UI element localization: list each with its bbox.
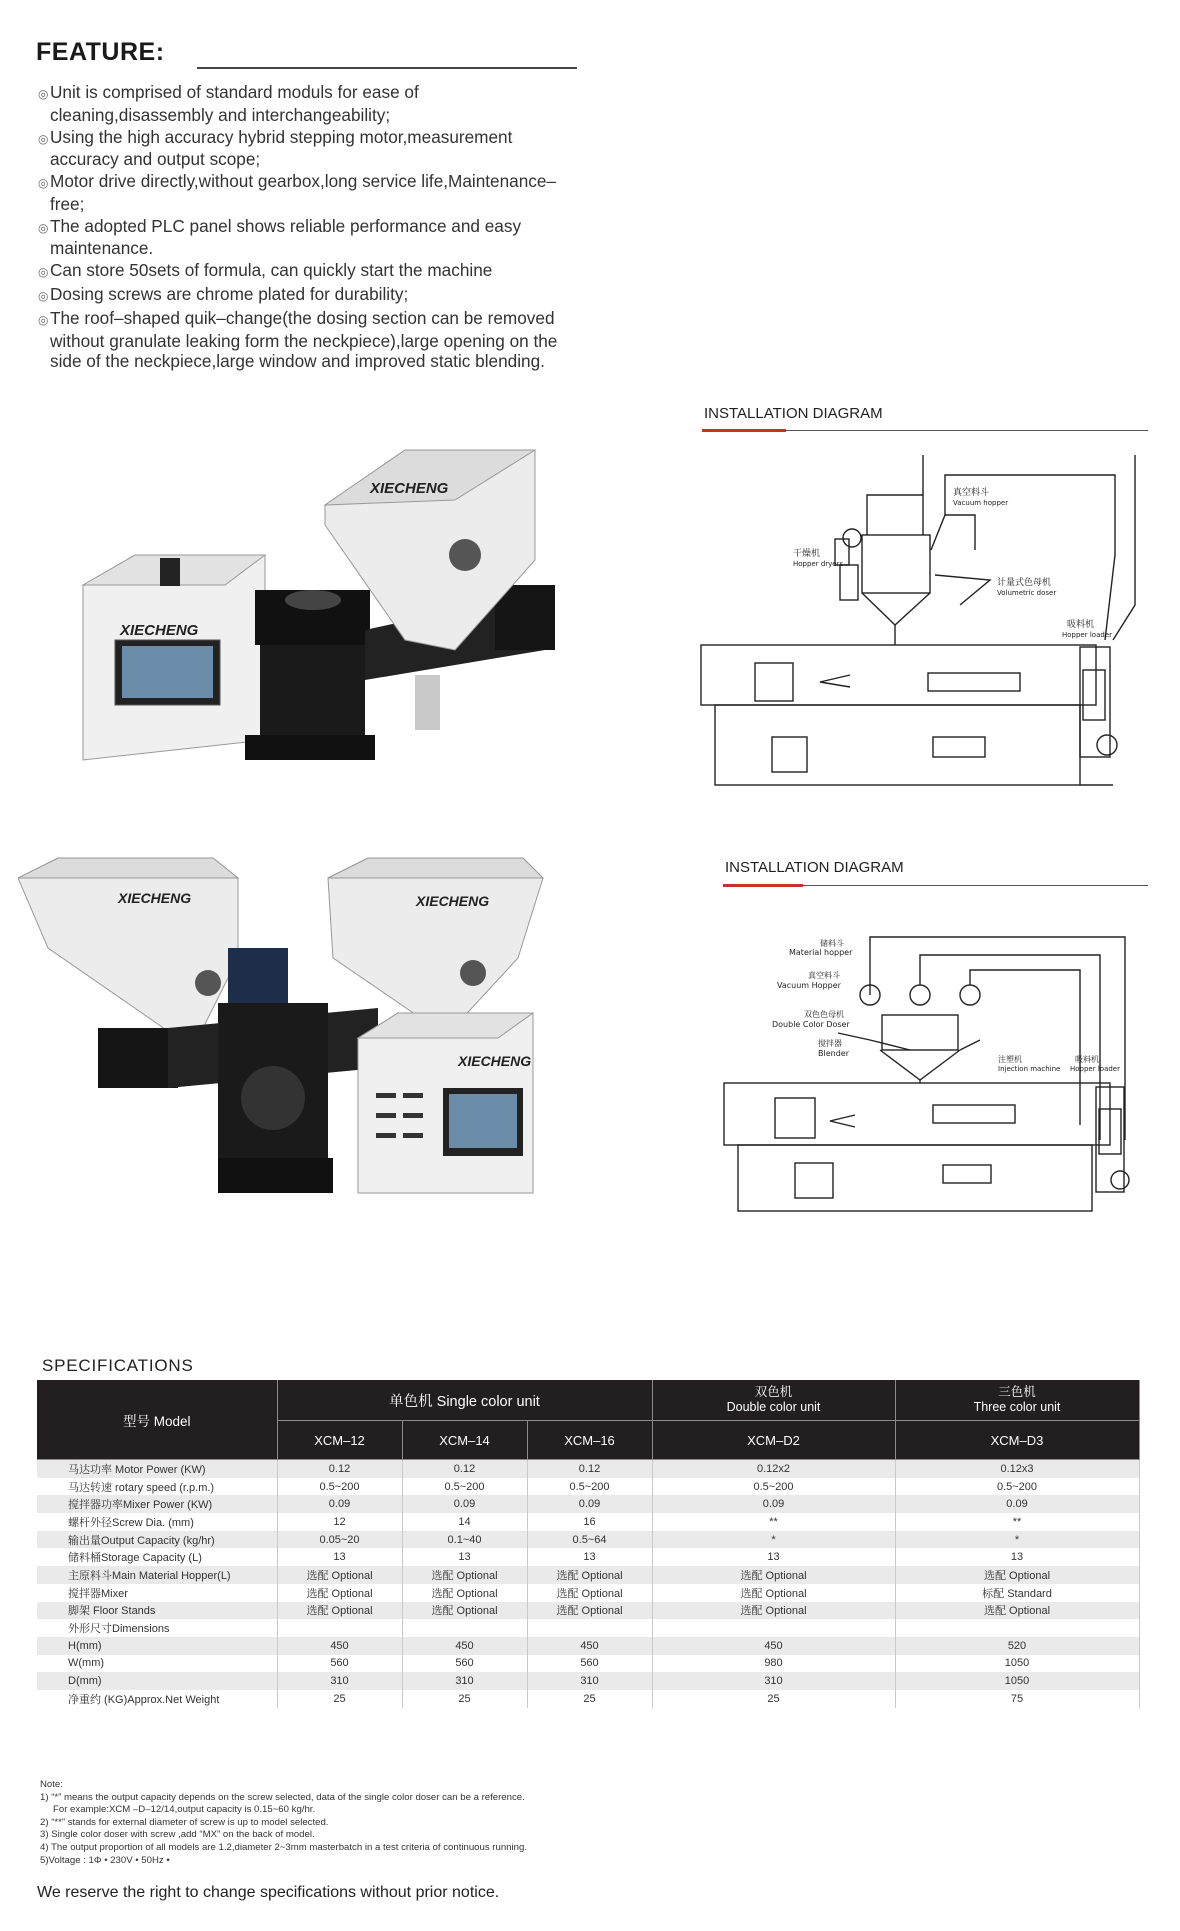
table-row: [37, 1566, 1139, 1584]
label-injection-machine-en: Injection machine: [998, 1065, 1061, 1073]
table-cell: 选配 Optional: [527, 1566, 652, 1584]
table-cell: 310: [277, 1672, 402, 1690]
row-label: 外形尺寸Dimensions: [37, 1619, 277, 1637]
label-double-color-doser-en: Double Color Doser: [772, 1020, 850, 1029]
feature-item: ◎ Motor drive directly,without gearbox,long service life,Maintenance–free;: [38, 171, 558, 214]
brand-logo-hopper: XIECHENG: [370, 480, 449, 497]
table-cell: 0.09: [402, 1495, 527, 1513]
table-row: [37, 1690, 1139, 1708]
label-hopper-loader2-en: Hopper loader: [1070, 1065, 1120, 1073]
table-row: [37, 1602, 1139, 1620]
table-row: [37, 1531, 1139, 1549]
table-cell: **: [652, 1513, 895, 1531]
diagram-1-accent: [702, 429, 786, 432]
row-label: 净重约 (KG)Approx.Net Weight: [37, 1690, 277, 1708]
table-cell: 选配 Optional: [277, 1566, 402, 1584]
table-row: [37, 1619, 1139, 1637]
table-cell: 450: [527, 1637, 652, 1655]
table-cell: 0.09: [277, 1495, 402, 1513]
label-double-color-doser-cn: 双色色母机: [804, 1010, 844, 1019]
brand-logo-left-hopper: XIECHENG: [118, 890, 192, 906]
table-cell: 选配 Optional: [527, 1584, 652, 1602]
table-cell: 310: [402, 1672, 527, 1690]
brand-logo-box-2: XIECHENG: [458, 1053, 532, 1069]
installation-diagram-1: [695, 455, 1155, 795]
row-label: 搅拌器功率Mixer Power (KW): [37, 1495, 277, 1513]
table-cell: 25: [527, 1690, 652, 1708]
diagram-2-accent: [723, 884, 803, 887]
table-cell: 0.12x3: [895, 1460, 1139, 1478]
table-cell: 选配 Optional: [652, 1584, 895, 1602]
table-cell: 0.09: [527, 1495, 652, 1513]
table-cell: 0.5~200: [402, 1478, 527, 1496]
table-cell: 0.12: [277, 1460, 402, 1478]
table-row: [37, 1513, 1139, 1531]
header-double-color-unit: [652, 1380, 895, 1421]
feature-title: FEATURE:: [36, 38, 165, 66]
table-cell: 1050: [895, 1655, 1139, 1673]
double-color-doser-photo: [18, 848, 678, 1210]
table-cell: 选配 Optional: [527, 1602, 652, 1620]
table-row: [37, 1548, 1139, 1566]
model-xcm-16: XCM–16: [527, 1421, 652, 1460]
table-cell: 选配 Optional: [402, 1566, 527, 1584]
model-xcm-d2: XCM–D2: [652, 1421, 895, 1460]
table-cell: 0.5~64: [527, 1531, 652, 1549]
label-hopper-dryers-en: Hopper dryers: [793, 560, 844, 568]
row-label: 主原料斗Main Material Hopper(L): [37, 1566, 277, 1584]
table-row: [37, 1478, 1139, 1496]
table-cell: 13: [402, 1548, 527, 1566]
table-cell: 25: [277, 1690, 402, 1708]
control-box-image-2: [358, 1013, 533, 1193]
table-cell: 560: [527, 1655, 652, 1673]
table-cell: 0.5~200: [895, 1478, 1139, 1496]
table-cell: 16: [527, 1513, 652, 1531]
brand-logo-right-hopper: XIECHENG: [416, 893, 490, 909]
left-hopper-image: [18, 858, 238, 1038]
table-cell: 0.05~20: [277, 1531, 402, 1549]
feature-item: ◎ Can store 50sets of formula, can quickly start the machine: [38, 260, 558, 283]
table-cell: 1050: [895, 1672, 1139, 1690]
table-cell: 14: [402, 1513, 527, 1531]
feature-item: ◎ Unit is comprised of standard moduls for ease of cleaning,disassembly and interchangeability;: [38, 82, 558, 125]
table-cell: 450: [402, 1637, 527, 1655]
specifications-title: SPECIFICATIONS: [42, 1356, 194, 1375]
table-cell: *: [652, 1531, 895, 1549]
table-cell: 0.12: [527, 1460, 652, 1478]
table-cell: 选配 Optional: [652, 1602, 895, 1620]
row-label: 搅拌器Mixer: [37, 1584, 277, 1602]
feature-rule: [197, 67, 577, 69]
table-cell: 75: [895, 1690, 1139, 1708]
feature-item: ◎ Using the high accuracy hybrid stepping motor,measurement accuracy and output scope;: [38, 127, 558, 170]
specifications-body: [37, 1460, 1139, 1708]
table-cell: 选配 Optional: [402, 1602, 527, 1620]
table-cell: 0.5~200: [277, 1478, 402, 1496]
table-cell: 选配 Optional: [277, 1584, 402, 1602]
table-cell: 0.1~40: [402, 1531, 527, 1549]
table-row: [37, 1495, 1139, 1513]
label-material-hopper-cn: 储料斗: [820, 939, 844, 948]
table-row: [37, 1672, 1139, 1690]
table-cell: 13: [652, 1548, 895, 1566]
model-xcm-12: XCM–12: [277, 1421, 402, 1460]
header-single-color-unit: 单色机 Single color unit: [277, 1380, 652, 1421]
table-cell: 12: [277, 1513, 402, 1531]
row-label: W(mm): [37, 1655, 277, 1673]
header-three-color-unit: [895, 1380, 1139, 1421]
feature-item: ◎ Dosing screws are chrome plated for durability;: [38, 284, 558, 307]
row-label: D(mm): [37, 1672, 277, 1690]
installation-diagram-2-title: INSTALLATION DIAGRAM: [725, 859, 904, 876]
label-hopper-dryers-cn: 干燥机: [793, 549, 821, 559]
label-blender-en: Blender: [818, 1049, 849, 1058]
model-xcm-d3: XCM–D3: [895, 1421, 1139, 1460]
feature-list: [38, 82, 558, 373]
table-cell: 520: [895, 1637, 1139, 1655]
label-material-hopper-en: Material hopper: [789, 948, 853, 957]
installation-diagram-2: [720, 925, 1150, 1215]
footer-disclaimer: We reserve the right to change specifications without prior notice.: [37, 1884, 500, 1901]
table-cell: 标配 Standard: [895, 1584, 1139, 1602]
table-cell: 450: [277, 1637, 402, 1655]
row-label: H(mm): [37, 1637, 277, 1655]
label-hopper-loader2-cn: 吸料机: [1075, 1055, 1099, 1064]
row-label: 螺杆外径Screw Dia. (mm): [37, 1513, 277, 1531]
table-cell: 560: [402, 1655, 527, 1673]
table-cell: 980: [652, 1655, 895, 1673]
table-cell: 选配 Optional: [895, 1602, 1139, 1620]
note-line: For example:XCM –D–12/14,output capacity is 0.15~60 kg/hr.: [53, 1804, 316, 1816]
header-triple-en: Three color unit: [973, 1400, 1061, 1414]
header-double-en: Double color unit: [726, 1400, 821, 1414]
label-hopper-loader-cn: 吸料机: [1067, 620, 1095, 630]
label-vacuum-hopper2-en: Vacuum Hopper: [777, 981, 841, 990]
table-cell: 选配 Optional: [277, 1602, 402, 1620]
table-cell: 450: [652, 1637, 895, 1655]
specifications-table: [37, 1380, 1140, 1708]
table-cell: 0.5~200: [527, 1478, 652, 1496]
table-cell: 310: [652, 1672, 895, 1690]
label-volumetric-doser-en: Volumetric doser: [997, 589, 1057, 597]
note-line: 2) “**” stands for external diameter of screw is up to model selected.: [40, 1816, 329, 1828]
row-label: 储料桶Storage Capacity (L): [37, 1548, 277, 1566]
table-cell: 选配 Optional: [895, 1566, 1139, 1584]
row-label: 脚架 Floor Stands: [37, 1602, 277, 1620]
table-cell: 25: [402, 1690, 527, 1708]
table-cell: 选配 Optional: [652, 1566, 895, 1584]
table-row: [37, 1637, 1139, 1655]
table-row: [37, 1655, 1139, 1673]
note-line: 1) “*” means the output capacity depends on the screw selected, data of the single color doser can be a reference.: [40, 1791, 525, 1803]
table-cell: 560: [277, 1655, 402, 1673]
table-row: [37, 1584, 1139, 1602]
table-cell: 0.09: [895, 1495, 1139, 1513]
table-cell: **: [895, 1513, 1139, 1531]
note-line: 5)Voltage : 1Φ • 230V • 50Hz •: [40, 1854, 170, 1866]
table-row: [37, 1460, 1139, 1478]
table-cell: [527, 1619, 652, 1637]
note-line: 4) The output proportion of all models are 1.2,diameter 2~3mm masterbatch in a test criteria of continuous running.: [40, 1841, 527, 1853]
header-triple-cn: 三色机: [998, 1385, 1036, 1399]
installation-diagram-1-title: INSTALLATION DIAGRAM: [704, 405, 883, 422]
label-blender-cn: 搅拌器: [818, 1039, 842, 1048]
table-cell: [277, 1619, 402, 1637]
label-volumetric-doser-cn: 计量式色母机: [997, 578, 1052, 588]
table-cell: 13: [895, 1548, 1139, 1566]
table-cell: 25: [652, 1690, 895, 1708]
table-cell: 0.12: [402, 1460, 527, 1478]
table-cell: 0.5~200: [652, 1478, 895, 1496]
label-hopper-loader-en: Hopper loader: [1062, 631, 1112, 639]
control-box-image: [83, 555, 265, 760]
right-hopper-image: [328, 858, 543, 1023]
table-cell: 13: [277, 1548, 402, 1566]
table-cell: [895, 1619, 1139, 1637]
notes: [40, 1779, 740, 1867]
label-vacuum-hopper2-cn: 真空料斗: [808, 971, 840, 980]
row-label: 输出量Output Capacity (kg/hr): [37, 1531, 277, 1549]
brand-logo-box: XIECHENG: [120, 622, 199, 639]
table-cell: 0.12x2: [652, 1460, 895, 1478]
label-vacuum-hopper-cn: 真空料斗: [953, 488, 990, 498]
feature-item: ◎ The roof–shaped quik–change(the dosing section can be removed without granulate leaking form the neckpiece),large opening on the side of the neckpiece,large window and improved static blending.: [38, 308, 558, 372]
model-xcm-14: XCM–14: [402, 1421, 527, 1460]
notes-heading: Note:: [40, 1779, 63, 1790]
header-double-cn: 双色机: [754, 1385, 793, 1399]
table-cell: [402, 1619, 527, 1637]
header-model: 型号 Model: [37, 1380, 277, 1460]
feature-item: ◎ The adopted PLC panel shows reliable performance and easy maintenance.: [38, 216, 558, 259]
single-color-doser-photo: [75, 440, 675, 770]
row-label: 马达转速 rotary speed (r.p.m.): [37, 1478, 277, 1496]
label-injection-machine-cn: 注塑机: [998, 1055, 1022, 1064]
table-cell: 13: [527, 1548, 652, 1566]
table-cell: 310: [527, 1672, 652, 1690]
table-cell: 0.09: [652, 1495, 895, 1513]
table-cell: [652, 1619, 895, 1637]
row-label: 马达功率 Motor Power (KW): [37, 1460, 277, 1478]
table-cell: 选配 Optional: [402, 1584, 527, 1602]
table-cell: *: [895, 1531, 1139, 1549]
label-vacuum-hopper-en: Vacuum hopper: [953, 499, 1009, 507]
note-line: 3) Single color doser with screw ,add “MX” on the back of model.: [40, 1829, 315, 1841]
